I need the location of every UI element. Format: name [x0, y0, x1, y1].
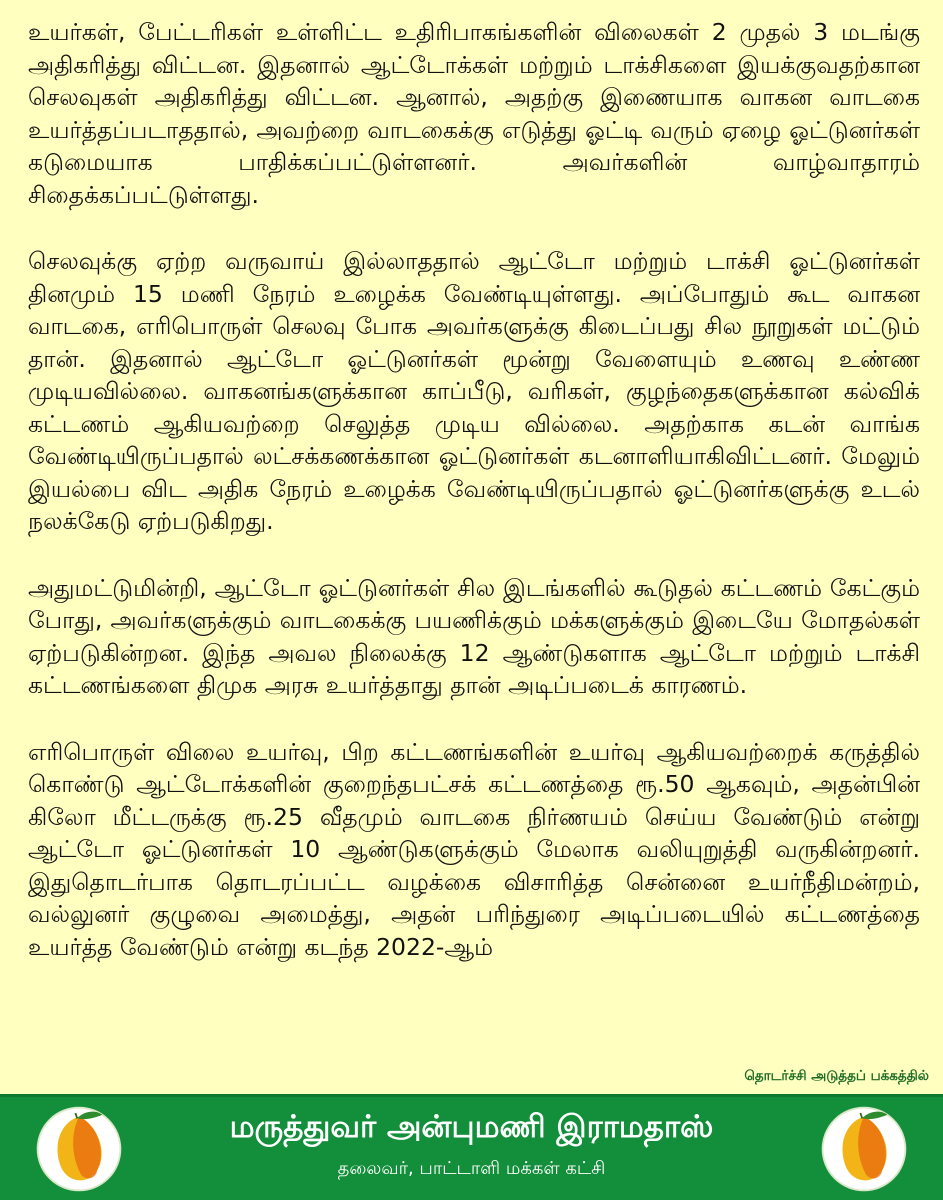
leader-name: மருத்துவர் அன்புமணி இராமதாஸ் [229, 1109, 714, 1145]
mango-icon [819, 1104, 909, 1194]
document-body [28, 16, 920, 997]
footer-banner [0, 1094, 943, 1200]
paragraph-3: அதுமட்டுமின்றி, ஆட்டோ ஓட்டுனர்கள் சில இடங்களில் கூடுதல் கட்டணம் கேட்கும் போது, அவர்களுக்கும் வாடகைக்கு பயணிக்கும் மக்களுக்கும் இடையே மோதல்கள் ஏற்படுகின்றன. இந்த அவல நிலைக்கு 12 ஆண்டுகளாக ஆட்டோ மற்றும் டாக்சி கட்டணங்களை திமுக அரசு உயர்த்தாது தான் அடிப்படைக் காரணம். [28, 573, 920, 699]
paragraph-2: செலவுக்கு ஏற்ற வருவாய் இல்லாததால் ஆட்டோ மற்றும் டாக்சி ஓட்டுனர்கள் தினமும் 15 மணி நேரம் உழைக்க வேண்டியுள்ளது. அப்போதும் கூட வாகன வாடகை, எரிபொருள் செலவு போக அவர்களுக்கு கிடைப்பது சில நூறுகள் மட்டும் தான். இதனால் ஆட்டோ ஓட்டுனர்கள் மூன்று வேளையும் உணவு உண்ண முடியவில்லை. வாகனங்களுக்கான காப்பீடு, வரிகள், குழந்தைகளுக்கான கல்விக் கட்டணம் ஆகியவற்றை செலுத்த முடிய வில்லை. அதற்காக கடன் வாங்க வேண்டியிருப்பதால் லட்சக்கணக்கான ஓட்டுனர்கள் கடனாளியாகிவிட்டனர். மேலும் இயல்பை விட அதிக நேரம் உழைக்க வேண்டியிருப்பதால் ஓட்டுனர்களுக்கு உடல் நலக்கேடு ஏற்படுகிறது. [28, 247, 920, 535]
continued-note: தொடர்ச்சி அடுத்தப் பக்கத்தில் [744, 1068, 929, 1084]
paragraph-1: உயர்கள், பேட்டரிகள் உள்ளிட்ட உதிரிபாகங்களின் விலைகள் 2 முதல் 3 மடங்கு அதிகரித்து விட்டன. இதனால் ஆட்டோக்கள் மற்றும் டாக்சிகளை இயக்குவதற்கான செலவுகள் அதிகரித்து விட்டன. ஆனால், அதற்கு இணையாக வாகன வாடகை உயர்த்தப்படாததால், அவற்றை வாடகைக்கு எடுத்து ஓட்டி வரும் ஏழை ஓட்டுனர்கள் கடுமையாக பாதிக்கப்பட்டுள்ளனர். அவர்களின் வாழ்வாதாரம் சிதைக்கப்பட்டுள்ளது. [28, 18, 920, 209]
paragraph-4: எரிபொருள் விலை உயர்வு, பிற கட்டணங்களின் உயர்வு ஆகியவற்றைக் கருத்தில் கொண்டு ஆட்டோக்களின் குறைந்தபட்சக் கட்டணத்தை ரூ.50 ஆகவும், அதன்பின் கிலோ மீட்டருக்கு ரூ.25 வீதமும் வாடகை நிர்ணயம் செய்ய வேண்டும் என்று ஆட்டோ ஓட்டுனர்கள் 10 ஆண்டுகளுக்கும் மேலாக வலியுறுத்தி வருகின்றனர். இதுதொடர்பாக தொடரப்பட்ட வழக்கை விசாரித்த சென்னை உயர்நீதிமன்றம், வல்லுனர் குழுவை அமைத்து, அதன் பரிந்துரை அடிப்படையில் கட்டணத்தை உயர்த்த வேண்டும் என்று கடந்த 2022-ஆம் [28, 737, 920, 961]
leader-title: தலைவர், பாட்டாளி மக்கள் கட்சி [337, 1158, 606, 1179]
